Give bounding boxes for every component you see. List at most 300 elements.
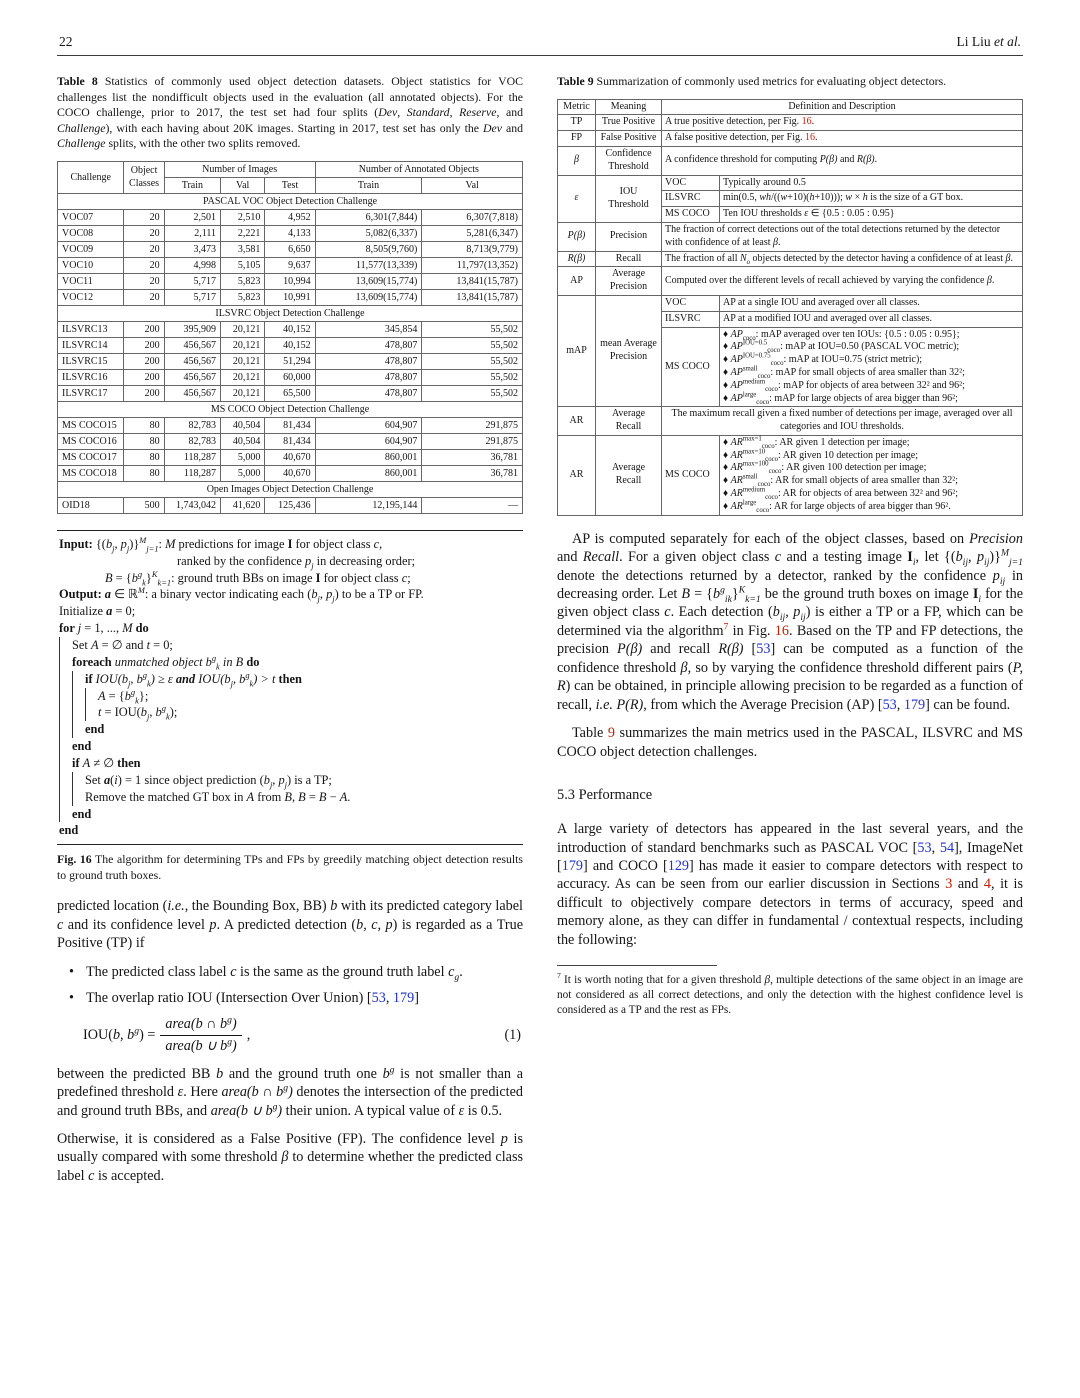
table8-cell: 2,501 bbox=[164, 209, 220, 225]
text-segment: o bbox=[746, 258, 751, 266]
left-column bbox=[57, 74, 523, 1195]
map-bullet-item bbox=[723, 393, 1019, 406]
table8-cell: 200 bbox=[124, 353, 164, 369]
text-segment: area(b ∪ b bbox=[165, 1037, 228, 1054]
text-segment: k=1 bbox=[745, 593, 761, 605]
table8-cell: 604,907 bbox=[315, 433, 422, 449]
text-segment: M bbox=[137, 585, 145, 596]
text-segment: ) to be a TP or FP. bbox=[334, 587, 424, 602]
paragraph-ap-computed bbox=[557, 530, 1023, 715]
text-segment: ♦ bbox=[723, 392, 731, 404]
text-segment: AP bbox=[570, 274, 583, 286]
text-segment: Dev bbox=[378, 105, 398, 120]
text-segment: h bbox=[809, 192, 815, 204]
text-segment: g bbox=[161, 703, 166, 714]
algorithm-line bbox=[59, 772, 523, 789]
meaning-cell: Precision bbox=[596, 222, 662, 251]
dataset-label-cell: MS COCO bbox=[662, 207, 720, 223]
table8-section-row bbox=[58, 401, 523, 417]
text-segment: , bbox=[397, 105, 407, 120]
text-segment: . Based on the TP and FP detections, the precision bbox=[557, 622, 1023, 658]
algorithm-line bbox=[59, 688, 523, 705]
reference-link[interactable]: 53 bbox=[882, 696, 897, 713]
table8-header-val: Val bbox=[221, 177, 265, 193]
table8-cell: 200 bbox=[124, 321, 164, 337]
algorithm-line bbox=[59, 570, 523, 587]
text-segment: B bbox=[681, 586, 691, 603]
ar-bullet-item bbox=[723, 475, 1019, 488]
text-segment: c bbox=[373, 536, 380, 551]
text-segment: in bbox=[219, 654, 236, 669]
reference-link[interactable]: 129 bbox=[667, 858, 689, 875]
reference-link[interactable]: 16 bbox=[804, 132, 815, 144]
text-segment: a bbox=[104, 587, 111, 602]
table8-cell: 291,875 bbox=[422, 433, 523, 449]
reference-link[interactable]: 179 bbox=[392, 990, 415, 1007]
text-segment: Li Liu bbox=[956, 34, 994, 49]
table8-data-row bbox=[58, 449, 523, 465]
text-segment: , p bbox=[968, 549, 985, 566]
metric-cell bbox=[558, 267, 596, 296]
table8-cell: VOC08 bbox=[58, 225, 124, 241]
algorithm-scope-line bbox=[59, 806, 72, 823]
text-segment: , p bbox=[272, 772, 285, 787]
bullet-class-label-text bbox=[86, 963, 463, 981]
text-segment: ♦ bbox=[723, 462, 731, 474]
table8-data-row bbox=[58, 417, 523, 433]
text-segment: medium bbox=[742, 378, 766, 386]
table8-caption bbox=[57, 74, 523, 152]
text-segment: {( bbox=[95, 536, 106, 551]
meaning-cell: Average Recall bbox=[596, 407, 662, 436]
text-segment: is the same as the ground truth label bbox=[236, 963, 449, 980]
table8-cell: 20,121 bbox=[221, 385, 265, 401]
text-segment: ) ≥ ε bbox=[150, 671, 176, 686]
reference-link[interactable]: 9 bbox=[607, 725, 615, 742]
definition-cell bbox=[662, 146, 1023, 175]
table9-header-row bbox=[558, 99, 1023, 115]
definition-cell bbox=[720, 175, 1023, 191]
text-segment: The overlap ratio IOU (Intersection Over Union) [ bbox=[86, 990, 372, 1007]
text-segment: , from which the Average Precision (AP) [ bbox=[643, 696, 883, 713]
running-authors bbox=[957, 34, 1022, 50]
text-segment: g bbox=[720, 584, 725, 596]
text-segment: A bbox=[90, 637, 99, 652]
text-segment: and bbox=[175, 671, 196, 686]
table8-cell: 1,743,042 bbox=[164, 497, 220, 513]
table8-header-row-1 bbox=[58, 161, 523, 177]
table8-cell: 5,000 bbox=[221, 449, 265, 465]
text-segment: : mAP averaged over ten IOUs: {0.5 : 0.05 : 0.95}; bbox=[755, 328, 960, 340]
text-segment: ε bbox=[574, 192, 579, 204]
text-segment: j=1 bbox=[146, 543, 159, 554]
table8-cell: 4,952 bbox=[265, 209, 315, 225]
text-segment: β bbox=[773, 236, 778, 248]
dataset-label-cell: ILSVRC bbox=[662, 311, 720, 327]
text-segment: is 0.5. bbox=[464, 1102, 503, 1119]
text-segment: Output: bbox=[59, 587, 105, 602]
table8-data-row bbox=[58, 497, 523, 513]
text-segment: P(β) bbox=[819, 154, 838, 166]
text-segment: AR bbox=[730, 500, 743, 512]
text-segment: unmatched object bbox=[114, 654, 206, 669]
algorithm-scope-line bbox=[85, 688, 98, 705]
text-segment: , let {( bbox=[915, 549, 956, 566]
text-segment: b bbox=[105, 536, 113, 551]
text-segment: ij bbox=[984, 556, 990, 568]
text-segment: k bbox=[135, 695, 139, 706]
text-segment: b bbox=[131, 570, 138, 585]
text-segment: p bbox=[209, 916, 217, 933]
metric-cell bbox=[558, 222, 596, 251]
reference-link[interactable]: 53 bbox=[756, 641, 771, 658]
table8-cell: 6,301(7,844) bbox=[315, 209, 422, 225]
metric-cell bbox=[558, 435, 596, 515]
table8-data-row bbox=[58, 337, 523, 353]
table8-header-challenge: Challenge bbox=[58, 161, 124, 193]
paragraph-performance bbox=[557, 820, 1023, 949]
text-segment: } bbox=[731, 586, 739, 603]
text-segment: : AR given 1 detection per image; bbox=[774, 436, 910, 448]
table8-data-row bbox=[58, 257, 523, 273]
text-segment: summarizes the main metrics used in the PASCAL, ILSVRC and MS COCO object detection challenges. bbox=[557, 725, 1024, 760]
text-segment: B bbox=[318, 789, 327, 804]
text-segment: )} bbox=[129, 536, 140, 551]
text-segment: ij bbox=[800, 612, 806, 624]
text-segment: A bbox=[246, 789, 255, 804]
metric-cell bbox=[558, 146, 596, 175]
reference-link[interactable]: 53 bbox=[371, 990, 386, 1007]
table8-cell: 11,577(13,339) bbox=[315, 257, 422, 273]
table8-cell: OID18 bbox=[58, 497, 124, 513]
reference-link[interactable]: 4 bbox=[983, 876, 991, 893]
text-segment: I bbox=[972, 586, 979, 603]
text-segment: p bbox=[992, 567, 1000, 584]
fig16-caption bbox=[57, 852, 523, 883]
table8-cell: 55,502 bbox=[422, 337, 523, 353]
table8-section-title: PASCAL VOC Object Detection Challenge bbox=[58, 193, 523, 209]
text-segment: i bbox=[114, 772, 118, 787]
text-segment: A confidence threshold for computing bbox=[665, 154, 820, 166]
text-segment: ), with each having about 20K images. Starting in 2017, test set has only the bbox=[105, 120, 483, 135]
text-segment: and the ground truth one bbox=[223, 1065, 383, 1082]
algorithm-scope-line bbox=[59, 704, 72, 721]
table8-cell: 65,500 bbox=[265, 385, 315, 401]
text-segment: β bbox=[1005, 252, 1011, 264]
text-segment: from bbox=[254, 789, 285, 804]
reference-link[interactable]: 54 bbox=[939, 839, 955, 856]
text-segment: g bbox=[272, 1100, 278, 1112]
table8-section-row bbox=[58, 305, 523, 321]
table8-cell: 5,823 bbox=[221, 273, 265, 289]
table8-cell: 20 bbox=[124, 257, 164, 273]
footnote-rule bbox=[557, 965, 717, 966]
definition-cell bbox=[720, 295, 1023, 311]
text-segment: c bbox=[664, 604, 671, 621]
text-segment: AP is computed separately for each of the object classes, based on bbox=[572, 530, 970, 547]
table8-cell: 4,133 bbox=[265, 225, 315, 241]
text-segment: = { bbox=[690, 586, 713, 603]
text-segment: ε bbox=[804, 208, 809, 220]
meaning-cell: Average Recall bbox=[596, 435, 662, 515]
text-segment: Recall bbox=[582, 549, 620, 566]
dataset-label-cell: MS COCO bbox=[662, 435, 720, 515]
reference-link[interactable]: 179 bbox=[903, 696, 926, 713]
text-segment: is usually compared with some threshold bbox=[57, 1131, 523, 1166]
text-segment: TP bbox=[570, 116, 583, 128]
algorithm-line bbox=[59, 637, 523, 654]
text-segment: ♦ bbox=[723, 500, 731, 512]
text-segment: predictions for image bbox=[175, 536, 288, 551]
section-heading-5-3: 5.3 Performance bbox=[557, 787, 653, 804]
table8-cell: 80 bbox=[124, 417, 164, 433]
text-segment: area(b ∩ b bbox=[165, 1015, 228, 1032]
dataset-label-cell: ILSVRC bbox=[662, 191, 720, 207]
text-segment: denotes the intersection of the predicted and ground truth BBs, and bbox=[57, 1084, 523, 1119]
text-segment: , and bbox=[496, 105, 523, 120]
algorithm-scope-line bbox=[59, 772, 72, 789]
text-segment: AP at a single IOU and averaged over all classes. bbox=[723, 296, 920, 308]
text-segment: +10))); bbox=[814, 192, 846, 204]
table8-header-obj-val: Val bbox=[422, 177, 523, 193]
table8-cell: 456,567 bbox=[164, 337, 220, 353]
text-segment: splits, with the other two splits removed. bbox=[105, 136, 301, 151]
algorithm-lines bbox=[59, 536, 523, 839]
text-segment: IOU=0.75 bbox=[742, 352, 771, 360]
text-segment: between the predicted BB bbox=[57, 1065, 217, 1082]
text-segment: : mAP at IOU=0.50 (PASCAL VOC metric); bbox=[780, 341, 960, 353]
text-segment: ) bbox=[277, 1102, 283, 1119]
dataset-label-cell: VOC bbox=[662, 295, 720, 311]
text-segment: AP bbox=[730, 392, 743, 404]
table8-cell: 20,121 bbox=[221, 369, 265, 385]
table8-cell: VOC07 bbox=[58, 209, 124, 225]
text-segment: , bbox=[291, 789, 299, 804]
table8-cell: 40,152 bbox=[265, 337, 315, 353]
text-segment: : mAP for objects of area between 32² and 96²; bbox=[777, 379, 965, 391]
text-segment: , bbox=[379, 536, 383, 551]
table8-cell: VOC10 bbox=[58, 257, 124, 273]
text-segment: AP bbox=[730, 379, 743, 391]
table8-cell: VOC11 bbox=[58, 273, 124, 289]
table8-cell: 55,502 bbox=[422, 321, 523, 337]
text-segment: . For a given object class bbox=[619, 549, 775, 566]
text-segment: , b bbox=[149, 705, 162, 720]
text-segment: ik bbox=[724, 593, 732, 605]
table8-section-row bbox=[58, 193, 523, 209]
text-segment: . bbox=[1010, 252, 1013, 264]
text-segment: then bbox=[117, 755, 141, 770]
definition-bullets-cell bbox=[720, 435, 1023, 515]
text-segment: M bbox=[1000, 547, 1009, 559]
text-segment: Dev bbox=[483, 120, 502, 135]
reference-link[interactable]: 16 bbox=[774, 622, 789, 639]
table8-section-title: MS COCO Object Detection Challenge bbox=[58, 401, 523, 417]
table8-cell: 10,994 bbox=[265, 273, 315, 289]
text-segment: g bbox=[227, 1013, 232, 1025]
text-segment: end bbox=[85, 722, 105, 737]
text-segment: for bbox=[59, 621, 78, 636]
text-segment: b bbox=[713, 586, 721, 603]
text-segment: Computed over the different levels of recall achieved by varying the confidence bbox=[665, 274, 987, 286]
table8-cell: VOC09 bbox=[58, 241, 124, 257]
reference-link[interactable]: 3 bbox=[945, 876, 953, 893]
table8-cell: 118,287 bbox=[164, 449, 220, 465]
text-segment: coco bbox=[761, 442, 775, 450]
definition-cell bbox=[720, 207, 1023, 223]
text-segment: do bbox=[243, 654, 260, 669]
table8-cell: 478,807 bbox=[315, 385, 422, 401]
text-segment: Table 8 bbox=[57, 74, 98, 88]
text-segment: area(b ∩ b bbox=[221, 1084, 284, 1101]
table8-cell: 13,841(15,787) bbox=[422, 289, 523, 305]
text-segment: ♦ bbox=[723, 366, 731, 378]
table8-cell: 2,510 bbox=[221, 209, 265, 225]
table8-cell: 2,221 bbox=[221, 225, 265, 241]
meaning-cell: True Positive bbox=[596, 115, 662, 131]
table8-cell: 40,504 bbox=[221, 433, 265, 449]
text-segment: Input: bbox=[59, 536, 96, 551]
text-segment: , bbox=[385, 990, 393, 1007]
text-segment: P, R bbox=[557, 659, 1024, 695]
text-segment: ♦ bbox=[723, 379, 731, 391]
table8 bbox=[57, 161, 523, 514]
text-segment: M bbox=[139, 534, 147, 545]
text-segment: max=100 bbox=[742, 461, 769, 469]
reference-link[interactable]: 7 bbox=[723, 621, 729, 633]
text-segment: ∈ {0.5 : 0.05 : 0.95} bbox=[808, 208, 895, 220]
text-segment: end bbox=[72, 739, 92, 754]
text-segment: Set bbox=[72, 637, 91, 652]
text-segment: β bbox=[764, 974, 771, 987]
text-segment: , multiple detections of the same object in an image are not considered as all correct detections, and only the detection with the highest confidence level is considered as a TP and the rest as FPs. bbox=[557, 974, 1023, 1017]
equation-numerator bbox=[160, 1013, 241, 1036]
text-segment: in Fig. bbox=[728, 622, 775, 639]
text-segment: denote the detections returned by a detector, ranked by the confidence bbox=[557, 567, 993, 584]
table9-header-meaning: Meaning bbox=[596, 99, 662, 115]
text-segment: c bbox=[88, 1167, 95, 1184]
algorithm-scope-line bbox=[72, 772, 85, 789]
text-segment: ( bbox=[110, 772, 115, 787]
text-segment: coco bbox=[768, 468, 782, 476]
text-segment: , so by varying the confidence threshold different pairs ( bbox=[687, 659, 1013, 676]
text-segment: be the ground truth boxes on image bbox=[760, 586, 973, 603]
reference-link[interactable]: 179 bbox=[561, 858, 584, 875]
algorithm-scope-line bbox=[59, 671, 72, 688]
table8-cell: 478,807 bbox=[315, 369, 422, 385]
reference-link[interactable]: 53 bbox=[917, 839, 932, 856]
text-segment: Fig. 16 bbox=[57, 852, 92, 867]
text-segment: = 0; bbox=[112, 604, 136, 619]
table8-cell: 200 bbox=[124, 385, 164, 401]
text-segment: b bbox=[772, 604, 780, 621]
algorithm-scope-line bbox=[72, 789, 85, 806]
algorithm-line bbox=[59, 620, 523, 637]
text-segment: b, c, p bbox=[356, 916, 393, 933]
table8-cell: ILSVRC17 bbox=[58, 385, 124, 401]
text-segment: P(R) bbox=[616, 696, 644, 713]
table9-header-definition: Definition and Description bbox=[662, 99, 1023, 115]
text-segment: a bbox=[106, 604, 113, 619]
text-segment: and its confidence level bbox=[63, 916, 210, 933]
map-bullet-item bbox=[723, 380, 1019, 393]
table8-cell: 55,502 bbox=[422, 353, 523, 369]
text-segment: IOU(b bbox=[95, 671, 129, 686]
table8-cell: 456,567 bbox=[164, 385, 220, 401]
text-segment: I bbox=[287, 536, 293, 551]
algorithm-scope-line bbox=[59, 738, 72, 755]
text-segment: p bbox=[304, 553, 312, 568]
text-segment: [ bbox=[743, 641, 757, 658]
table8-cell: 20 bbox=[124, 209, 164, 225]
table8-data-row bbox=[58, 369, 523, 385]
table8-cell: MS COCO18 bbox=[58, 465, 124, 481]
text-segment: β bbox=[574, 154, 579, 166]
text-segment: then bbox=[278, 671, 302, 686]
text-segment: . bbox=[778, 236, 781, 248]
metric-cell bbox=[558, 251, 596, 267]
text-segment: = bbox=[305, 789, 319, 804]
text-segment: . bbox=[874, 154, 878, 166]
text-segment: t bbox=[98, 705, 102, 720]
algorithm-scope-line bbox=[85, 704, 98, 721]
text-segment: end bbox=[59, 823, 79, 838]
table8-cell: 125,436 bbox=[265, 497, 315, 513]
algorithm-line bbox=[59, 654, 523, 671]
text-segment: j bbox=[112, 543, 115, 554]
text-segment: ranked by the confidence bbox=[177, 553, 305, 568]
text-segment: )} bbox=[989, 549, 1001, 566]
table8-cell: 36,781 bbox=[422, 465, 523, 481]
text-segment: their union. A typical value of bbox=[282, 1102, 459, 1119]
text-segment: AR bbox=[730, 475, 743, 487]
text-segment: Initialize bbox=[59, 604, 107, 619]
text-segment: ] can be computed as a function of the confidence threshold bbox=[557, 641, 1023, 676]
text-segment: , p bbox=[785, 604, 801, 621]
text-segment: × bbox=[852, 192, 863, 204]
text-segment: j bbox=[147, 711, 150, 722]
text-segment: b bbox=[263, 772, 270, 787]
table8-cell: 8,505(9,760) bbox=[315, 241, 422, 257]
algorithm-line bbox=[59, 536, 523, 553]
text-segment: with its predicted category label bbox=[337, 898, 523, 915]
algorithm-line bbox=[59, 586, 523, 603]
table8-data-row bbox=[58, 225, 523, 241]
text-segment: The maximum recall given a fixed number of detections per image, averaged over all categories and IOU thresholds. bbox=[671, 408, 1013, 433]
text-segment: ij bbox=[779, 612, 786, 624]
table8-cell: 60,000 bbox=[265, 369, 315, 385]
table8-cell: MS COCO17 bbox=[58, 449, 124, 465]
text-segment: b bbox=[311, 587, 318, 602]
ar-bullet-item bbox=[723, 437, 1019, 450]
equation-fraction bbox=[160, 1013, 241, 1055]
text-segment: k=1 bbox=[157, 577, 172, 587]
table9-row-map-voc bbox=[558, 295, 1023, 311]
text-segment: , b bbox=[130, 671, 143, 686]
table8-header-train: Train bbox=[164, 177, 220, 193]
table8-cell: 40,670 bbox=[265, 465, 315, 481]
table8-cell: 81,434 bbox=[265, 433, 315, 449]
table8-section-title: ILSVRC Object Detection Challenge bbox=[58, 305, 523, 321]
text-segment: Precision bbox=[969, 530, 1023, 547]
text-segment: . bbox=[814, 132, 818, 144]
meaning-cell: IOU Threshold bbox=[596, 175, 662, 222]
text-segment: : AR for small objects of area smaller than 32²; bbox=[770, 475, 959, 487]
text-segment: b, b bbox=[112, 1026, 135, 1043]
text-segment: p bbox=[500, 1131, 508, 1148]
text-segment: IOU(b bbox=[195, 671, 231, 686]
reference-link[interactable]: 16 bbox=[801, 116, 812, 128]
